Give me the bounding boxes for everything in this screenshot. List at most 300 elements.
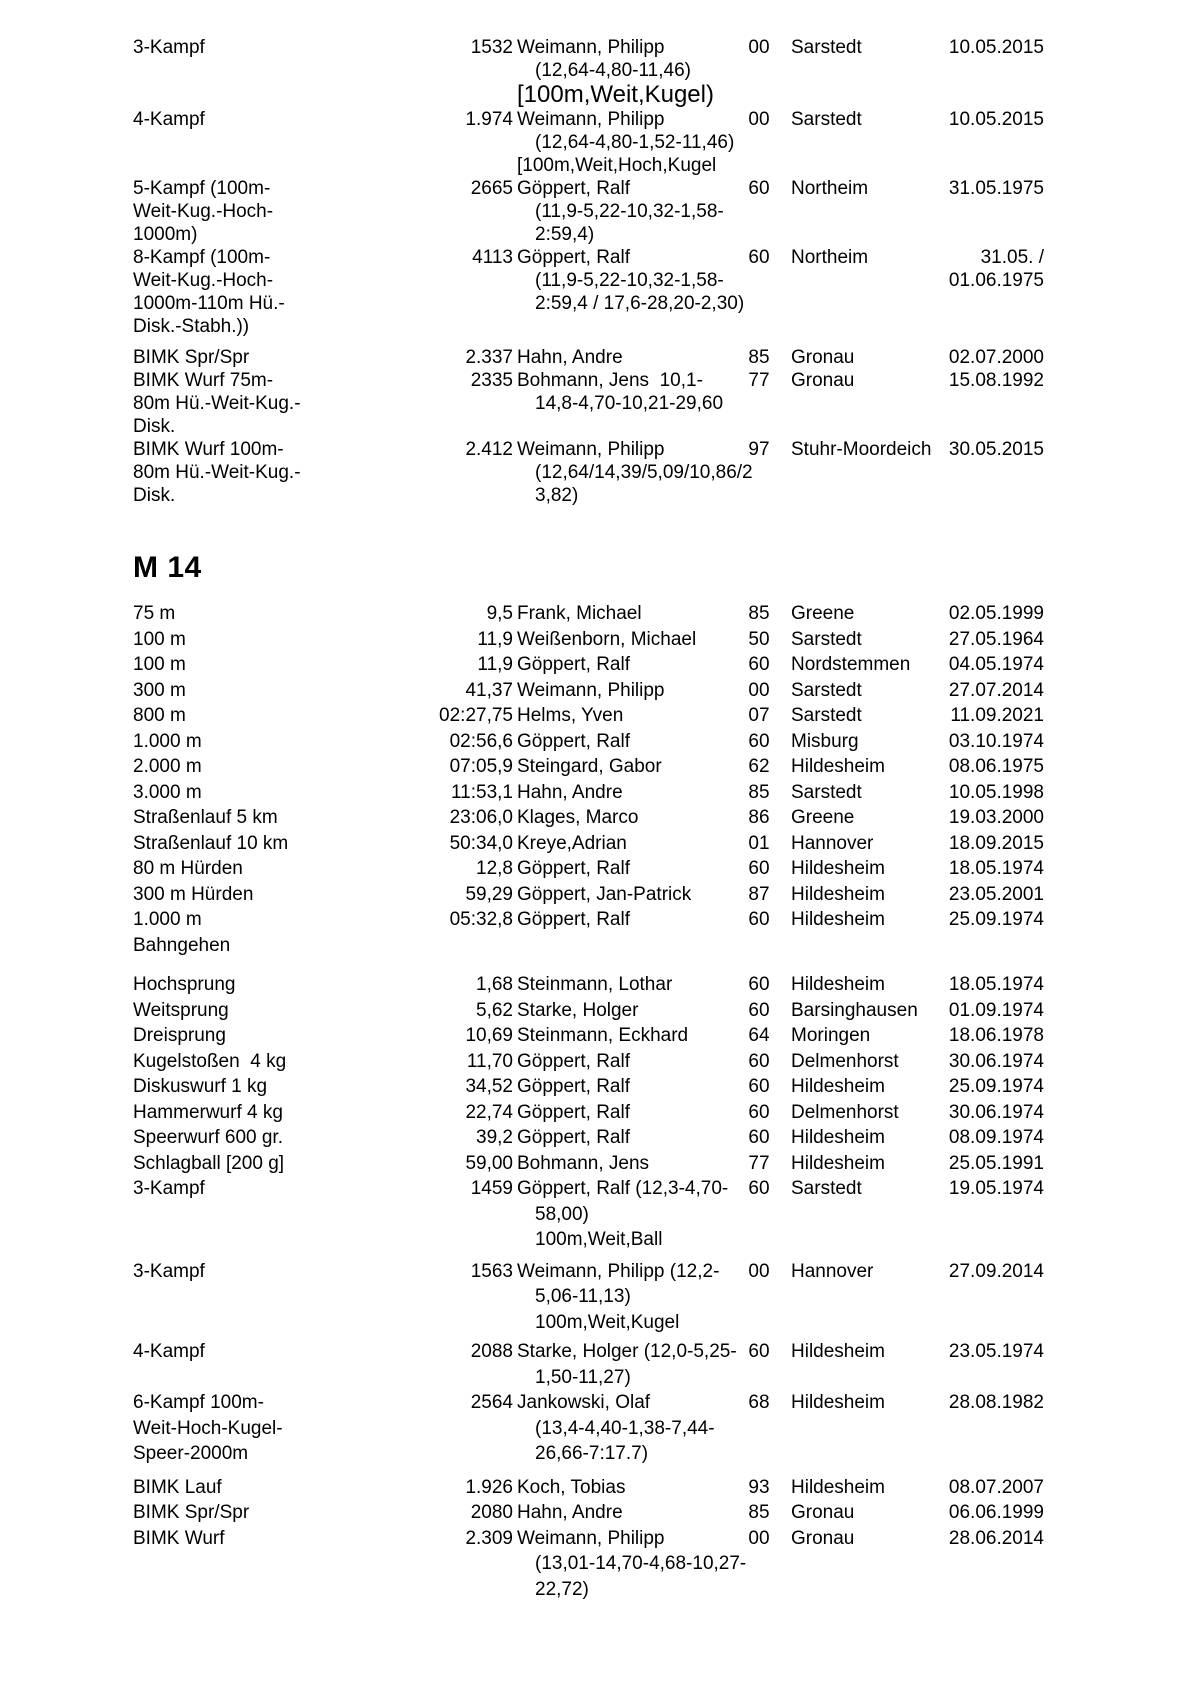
text-line: 2080 <box>470 1502 513 1523</box>
text-line: 60 <box>748 1178 770 1199</box>
place-cell <box>779 1125 939 1151</box>
text-line: 2:59,4) <box>535 224 595 245</box>
text-line: 59,00 <box>465 1152 513 1174</box>
discipline-cell <box>133 882 423 908</box>
date-cell <box>939 1125 1044 1151</box>
text-line: Göppert, Jan-Patrick <box>517 883 692 905</box>
text-line: 23.05.1974 <box>948 1341 1044 1362</box>
record-row <box>133 1023 1044 1049</box>
text-line: 93 <box>748 1476 770 1498</box>
date-cell <box>939 703 1044 729</box>
performance-cell <box>423 1125 513 1151</box>
record-row <box>133 246 1044 338</box>
text-line: 10.05.1998 <box>948 781 1044 803</box>
record-row <box>133 729 1044 755</box>
place-cell <box>779 369 939 392</box>
text-line: Nordstemmen <box>791 654 911 675</box>
date-cell <box>939 1100 1044 1126</box>
text-line: Sarstedt <box>791 705 862 726</box>
text-line: Diskuswurf 1 kg <box>133 1076 268 1097</box>
place-cell <box>779 780 939 806</box>
performance-cell <box>423 346 513 369</box>
text-line: 4-Kampf <box>133 109 205 130</box>
record-row <box>133 831 1044 857</box>
performance-cell <box>423 972 513 998</box>
text-line: 1.926 <box>465 1476 513 1498</box>
athlete-cell <box>513 601 739 627</box>
text-line: Kugelstoßen 4 kg <box>133 1050 287 1072</box>
text-line: 02:27,75 <box>439 705 513 726</box>
place-cell <box>779 805 939 831</box>
performance-cell <box>423 856 513 882</box>
performance-cell <box>423 678 513 704</box>
birthyear-cell <box>739 754 779 780</box>
text-line: 300 m <box>133 679 186 701</box>
text-line: 800 m <box>133 705 186 726</box>
text-line: Klages, Marco <box>517 807 639 828</box>
text-line: 58,00) <box>535 1203 589 1225</box>
text-line: 5,06-11,13) <box>535 1286 631 1307</box>
place-cell <box>779 438 939 461</box>
text-line: Hildesheim <box>791 974 885 995</box>
record-row <box>133 346 1044 369</box>
text-line: 60 <box>748 999 770 1021</box>
text-line: Göppert, Ralf <box>517 247 630 268</box>
text-line: Jankowski, Olaf <box>517 1392 651 1413</box>
text-line: Weißenborn, Michael <box>517 628 697 650</box>
text-line: Barsinghausen <box>791 999 918 1021</box>
date-cell <box>939 108 1044 131</box>
birthyear-cell <box>739 108 779 131</box>
text-line: BIMK Spr/Spr <box>133 1502 250 1523</box>
text-line: Göppert, Ralf <box>517 730 630 752</box>
text-line: 50 <box>748 628 770 650</box>
text-line: 30.06.1974 <box>948 1050 1044 1072</box>
text-line: Gronau <box>791 347 855 368</box>
text-line: 100 m <box>133 654 186 675</box>
date-cell <box>939 246 1044 292</box>
date-cell <box>939 601 1044 627</box>
text-line: 27.07.2014 <box>948 679 1044 701</box>
text-line: (13,01-14,70-4,68-10,27- <box>535 1553 747 1574</box>
text-line: Göppert, Ralf <box>517 178 630 199</box>
athlete-cell <box>513 1023 739 1049</box>
text-line: (12,64-4,80-1,52-11,46) <box>535 132 735 153</box>
discipline-cell <box>133 1049 423 1075</box>
text-line: 60 <box>748 730 770 752</box>
text-line: Bohmann, Jens 10,1- <box>517 370 703 391</box>
text-line: 3-Kampf <box>133 1260 205 1282</box>
place-cell <box>779 246 939 269</box>
text-line: Moringen <box>791 1025 871 1046</box>
record-row <box>133 907 1044 958</box>
text-line: 86 <box>748 807 770 828</box>
date-cell <box>939 729 1044 755</box>
text-line: Gronau <box>791 1527 855 1549</box>
text-line: 100m,Weit,Kugel <box>535 1311 680 1333</box>
record-row <box>133 36 1044 108</box>
text-line: 64 <box>748 1025 770 1046</box>
athlete-cell <box>513 805 739 831</box>
text-line: Göppert, Ralf <box>517 1101 630 1123</box>
discipline-cell <box>133 1023 423 1049</box>
text-line: 85 <box>748 781 770 803</box>
text-line: [100m,Weit,Kugel) <box>517 81 714 108</box>
discipline-cell <box>133 754 423 780</box>
text-line: 30.05.2015 <box>948 439 1044 460</box>
performance-cell <box>423 1339 513 1365</box>
text-line: Sarstedt <box>791 679 862 701</box>
place-cell <box>779 1339 939 1365</box>
text-line: 02.05.1999 <box>948 603 1044 624</box>
text-line: 11,70 <box>466 1050 513 1072</box>
text-line: Göppert, Ralf <box>517 1050 630 1072</box>
performance-cell <box>423 882 513 908</box>
text-line: Göppert, Ralf (12,3-4,70- <box>517 1178 729 1199</box>
text-line: Misburg <box>791 730 859 752</box>
birthyear-cell <box>739 972 779 998</box>
text-line: 2335 <box>470 370 513 391</box>
athlete-cell <box>513 780 739 806</box>
date-cell <box>939 177 1044 200</box>
text-line: Steinmann, Eckhard <box>517 1025 689 1046</box>
performance-cell <box>423 246 513 269</box>
performance-cell <box>423 1475 513 1501</box>
birthyear-cell <box>739 1339 779 1365</box>
records-list <box>133 36 1044 1602</box>
text-line: (13,4-4,40-1,38-7,44- <box>535 1417 715 1439</box>
date-cell <box>939 346 1044 369</box>
text-line: 18.05.1974 <box>948 974 1044 995</box>
birthyear-cell <box>739 1259 779 1285</box>
text-line: 28.06.2014 <box>948 1527 1044 1549</box>
birthyear-cell <box>739 729 779 755</box>
text-line: Hildesheim <box>791 1476 885 1498</box>
athlete-cell <box>513 177 739 246</box>
text-line: 100 m <box>133 628 186 650</box>
text-line: BIMK Lauf <box>133 1476 222 1498</box>
athlete-cell <box>513 1176 739 1253</box>
performance-cell <box>423 1049 513 1075</box>
discipline-cell <box>133 1151 423 1177</box>
date-cell <box>939 652 1044 678</box>
place-cell <box>779 346 939 369</box>
text-line: 60 <box>748 1076 770 1097</box>
text-line: 06.06.1999 <box>948 1502 1044 1523</box>
birthyear-cell <box>739 369 779 392</box>
text-line: 25.05.1991 <box>948 1152 1044 1174</box>
text-line: 11.09.2021 <box>950 705 1044 726</box>
place-cell <box>779 652 939 678</box>
text-line: 18.09.2015 <box>948 832 1044 854</box>
place-cell <box>779 1475 939 1501</box>
text-line: 02:56,6 <box>449 730 513 752</box>
athlete-cell <box>513 108 739 177</box>
birthyear-cell <box>739 678 779 704</box>
athlete-cell <box>513 678 739 704</box>
discipline-cell <box>133 1259 423 1285</box>
text-line: Bohmann, Jens <box>517 1152 650 1174</box>
text-line: 4113 <box>472 247 513 268</box>
place-cell <box>779 729 939 755</box>
text-line: 60 <box>748 178 770 199</box>
date-cell <box>939 438 1044 461</box>
text-line: 34,52 <box>465 1076 513 1097</box>
text-line: Bahngehen <box>133 934 231 956</box>
text-line: Hildesheim <box>791 756 885 777</box>
athlete-cell <box>513 652 739 678</box>
performance-cell <box>423 36 513 59</box>
date-cell <box>939 972 1044 998</box>
text-line: 3-Kampf <box>133 1178 205 1199</box>
text-line: Greene <box>791 603 855 624</box>
text-line: 87 <box>748 883 770 905</box>
record-row <box>133 972 1044 998</box>
record-row <box>133 1259 1044 1336</box>
text-line: Hahn, Andre <box>517 781 623 803</box>
text-line: 60 <box>748 247 770 268</box>
place-cell <box>779 998 939 1024</box>
athlete-cell <box>513 1074 739 1100</box>
text-line: Hannover <box>791 1260 874 1282</box>
record-row <box>133 652 1044 678</box>
date-cell <box>939 998 1044 1024</box>
text-line: Disk. <box>133 416 176 437</box>
place-cell <box>779 177 939 200</box>
discipline-cell <box>133 601 423 627</box>
date-cell <box>939 882 1044 908</box>
discipline-cell <box>133 1475 423 1501</box>
text-line: 10,69 <box>465 1025 513 1046</box>
birthyear-cell <box>739 438 779 461</box>
text-line: Frank, Michael <box>517 603 642 624</box>
text-line: 2:59,4 / 17,6-28,20-2,30) <box>535 293 745 314</box>
athlete-cell <box>513 246 745 315</box>
athlete-cell <box>513 346 739 369</box>
text-line: 22,74 <box>465 1101 513 1123</box>
text-line: 07:05,9 <box>449 756 513 777</box>
discipline-cell <box>133 246 423 338</box>
date-cell <box>939 831 1044 857</box>
text-line: 27.09.2014 <box>948 1260 1044 1282</box>
text-line: 80m Hü.-Weit-Kug.- <box>133 462 301 483</box>
text-line: 12,8 <box>476 858 513 879</box>
text-line: 19.03.2000 <box>948 807 1044 828</box>
birthyear-cell <box>739 882 779 908</box>
discipline-cell <box>133 177 423 246</box>
date-cell <box>939 1151 1044 1177</box>
text-line: BIMK Wurf 100m- <box>133 439 284 460</box>
record-row <box>133 1339 1044 1390</box>
text-line: Hochsprung <box>133 974 236 995</box>
record-row <box>133 998 1044 1024</box>
text-line: Hammerwurf 4 kg <box>133 1101 283 1123</box>
discipline-cell <box>133 438 423 507</box>
athlete-cell <box>513 729 739 755</box>
text-line: 27.05.1964 <box>948 628 1044 650</box>
birthyear-cell <box>739 856 779 882</box>
text-line: 9,5 <box>486 603 513 624</box>
text-line: 01.09.1974 <box>948 999 1044 1021</box>
place-cell <box>779 1390 939 1416</box>
birthyear-cell <box>739 652 779 678</box>
text-line: Hildesheim <box>791 858 885 879</box>
place-cell <box>779 1151 939 1177</box>
athlete-cell <box>513 438 753 507</box>
text-line: 00 <box>748 1527 770 1549</box>
place-cell <box>779 1526 939 1552</box>
performance-cell <box>423 1390 513 1416</box>
text-line: 60 <box>748 1050 770 1072</box>
birthyear-cell <box>739 1125 779 1151</box>
text-line: 08.07.2007 <box>948 1476 1044 1498</box>
text-line: 00 <box>748 109 770 130</box>
text-line: 14,8-4,70-10,21-29,60 <box>535 393 724 414</box>
text-line: 2665 <box>470 178 513 199</box>
text-line: 07 <box>748 705 770 726</box>
performance-cell <box>423 998 513 1024</box>
athlete-cell <box>513 1125 739 1151</box>
record-row <box>133 703 1044 729</box>
text-line: Göppert, Ralf <box>517 858 630 879</box>
text-line: Göppert, Ralf <box>517 1127 630 1148</box>
athlete-cell <box>513 1100 739 1126</box>
date-cell <box>939 1526 1044 1552</box>
section <box>133 36 1044 507</box>
text-line: 11,9 <box>477 654 513 675</box>
date-cell <box>939 856 1044 882</box>
athlete-cell <box>513 1151 739 1177</box>
place-cell <box>779 1176 939 1202</box>
place-cell <box>779 856 939 882</box>
text-line: 10.05.2015 <box>948 109 1044 130</box>
date-cell <box>939 1475 1044 1501</box>
performance-cell <box>423 1259 513 1285</box>
record-row <box>133 678 1044 704</box>
performance-cell <box>423 601 513 627</box>
text-line: Weimann, Philipp (12,2- <box>517 1260 720 1282</box>
date-cell <box>939 1390 1044 1416</box>
date-cell <box>939 1049 1044 1075</box>
place-cell <box>779 627 939 653</box>
text-line: BIMK Wurf 75m- <box>133 370 274 391</box>
text-line: 60 <box>748 1127 770 1148</box>
birthyear-cell <box>739 1023 779 1049</box>
record-row <box>133 1074 1044 1100</box>
text-line: 00 <box>748 37 770 58</box>
record-row <box>133 1125 1044 1151</box>
text-line: 5,62 <box>476 999 513 1021</box>
place-cell <box>779 703 939 729</box>
section-heading: M 14 <box>133 551 202 584</box>
record-row <box>133 1390 1044 1467</box>
place-cell <box>779 882 939 908</box>
text-line: Weimann, Philipp <box>517 1527 665 1549</box>
record-row <box>133 805 1044 831</box>
text-line: 1000m-110m Hü.- <box>133 293 285 314</box>
date-cell <box>939 627 1044 653</box>
text-line: Weit-Hoch-Kugel- <box>133 1417 283 1439</box>
text-line: (11,9-5,22-10,32-1,58- <box>535 201 724 222</box>
date-cell <box>939 754 1044 780</box>
text-line: 97 <box>748 439 770 460</box>
discipline-cell <box>133 831 423 857</box>
text-line: 11:53,1 <box>451 781 513 803</box>
text-line: 04.05.1974 <box>948 654 1044 675</box>
text-line: Gronau <box>791 1502 855 1523</box>
discipline-cell <box>133 1390 423 1467</box>
discipline-cell <box>133 36 423 59</box>
discipline-cell <box>133 346 423 369</box>
date-cell <box>939 1500 1044 1526</box>
record-row <box>133 601 1044 627</box>
performance-cell <box>423 627 513 653</box>
performance-cell <box>423 438 513 461</box>
place-cell <box>779 972 939 998</box>
text-line: 2564 <box>470 1392 513 1413</box>
performance-cell <box>423 1176 513 1202</box>
text-line: 31.05.1975 <box>948 178 1044 199</box>
text-line: 3-Kampf <box>133 37 205 58</box>
text-line: 00 <box>748 679 770 701</box>
text-line: 1,50-11,27) <box>535 1366 631 1388</box>
text-line: 75 m <box>133 603 176 624</box>
text-line: Hildesheim <box>791 1152 885 1174</box>
text-line: Hildesheim <box>791 909 885 930</box>
text-line: Steinmann, Lothar <box>517 974 673 995</box>
text-line: Schlagball [200 g] <box>133 1152 285 1174</box>
text-line: Sarstedt <box>791 628 862 650</box>
text-line: 60 <box>748 909 770 930</box>
athlete-cell <box>513 754 739 780</box>
text-line: 4-Kampf <box>133 1341 205 1362</box>
text-line: Disk.-Stabh.)) <box>133 316 250 337</box>
birthyear-cell <box>739 831 779 857</box>
text-line: 08.09.1974 <box>948 1127 1044 1148</box>
place-cell <box>779 754 939 780</box>
text-line: Delmenhorst <box>791 1101 899 1123</box>
discipline-cell <box>133 652 423 678</box>
performance-cell <box>423 754 513 780</box>
text-line: Northeim <box>791 247 869 268</box>
text-line: 100m,Weit,Ball <box>535 1229 663 1250</box>
text-line: Weit-Kug.-Hoch- <box>133 201 274 222</box>
date-cell <box>939 1339 1044 1365</box>
text-line: 1,68 <box>476 974 513 995</box>
section <box>133 551 1044 1602</box>
record-row <box>133 1526 1044 1603</box>
discipline-cell <box>133 998 423 1024</box>
text-line: 02.07.2000 <box>948 347 1044 368</box>
text-line: Sarstedt <box>791 1178 862 1199</box>
text-line: 77 <box>748 1152 770 1174</box>
text-line: 59,29 <box>465 883 513 905</box>
text-line: 1563 <box>470 1260 513 1282</box>
athlete-cell <box>513 1049 739 1075</box>
text-line: 2.000 m <box>133 756 202 777</box>
discipline-cell <box>133 678 423 704</box>
athlete-cell <box>513 882 739 908</box>
record-row <box>133 1500 1044 1526</box>
discipline-cell <box>133 1100 423 1126</box>
birthyear-cell <box>739 1049 779 1075</box>
text-line: 10.05.2015 <box>948 37 1044 58</box>
record-row <box>133 882 1044 908</box>
text-line: Kreye,Adrian <box>517 832 627 854</box>
text-line: 1.000 m <box>133 730 202 752</box>
text-line: 25.09.1974 <box>948 909 1044 930</box>
athlete-cell <box>513 1390 739 1467</box>
